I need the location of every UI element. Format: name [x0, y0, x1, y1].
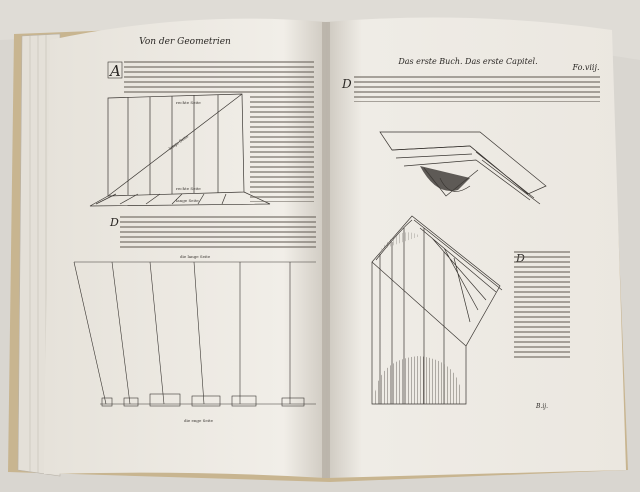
svg-text:rechte Seite: rechte Seite: [176, 100, 201, 105]
caption-lange-seite: lange Seite: [176, 198, 199, 203]
right-side-column: [514, 250, 570, 360]
signature-mark: B.ij.: [536, 403, 549, 410]
left-running-head: Von der Geometrien: [139, 37, 231, 47]
caption-rechte-seite: rechte Seite: [176, 186, 201, 191]
right-text-block-1: [354, 76, 600, 102]
svg-text:D: D: [342, 77, 352, 91]
right-folio: Fo.viij.: [572, 63, 600, 72]
gutter: [322, 22, 330, 478]
left-side-column: [250, 96, 314, 202]
right-running-head: Das erste Buch. Das erste Capitel.: [398, 57, 538, 66]
svg-text:die enge Seite: die enge Seite: [184, 418, 213, 423]
svg-text:die lange Seite: die lange Seite: [180, 254, 211, 259]
left-text-block-2: [120, 216, 316, 248]
svg-text:lange Seite: lange Seite: [167, 133, 190, 151]
left-text-block-1: [124, 60, 314, 94]
svg-text:A: A: [110, 62, 121, 80]
svg-text:D: D: [110, 216, 119, 229]
